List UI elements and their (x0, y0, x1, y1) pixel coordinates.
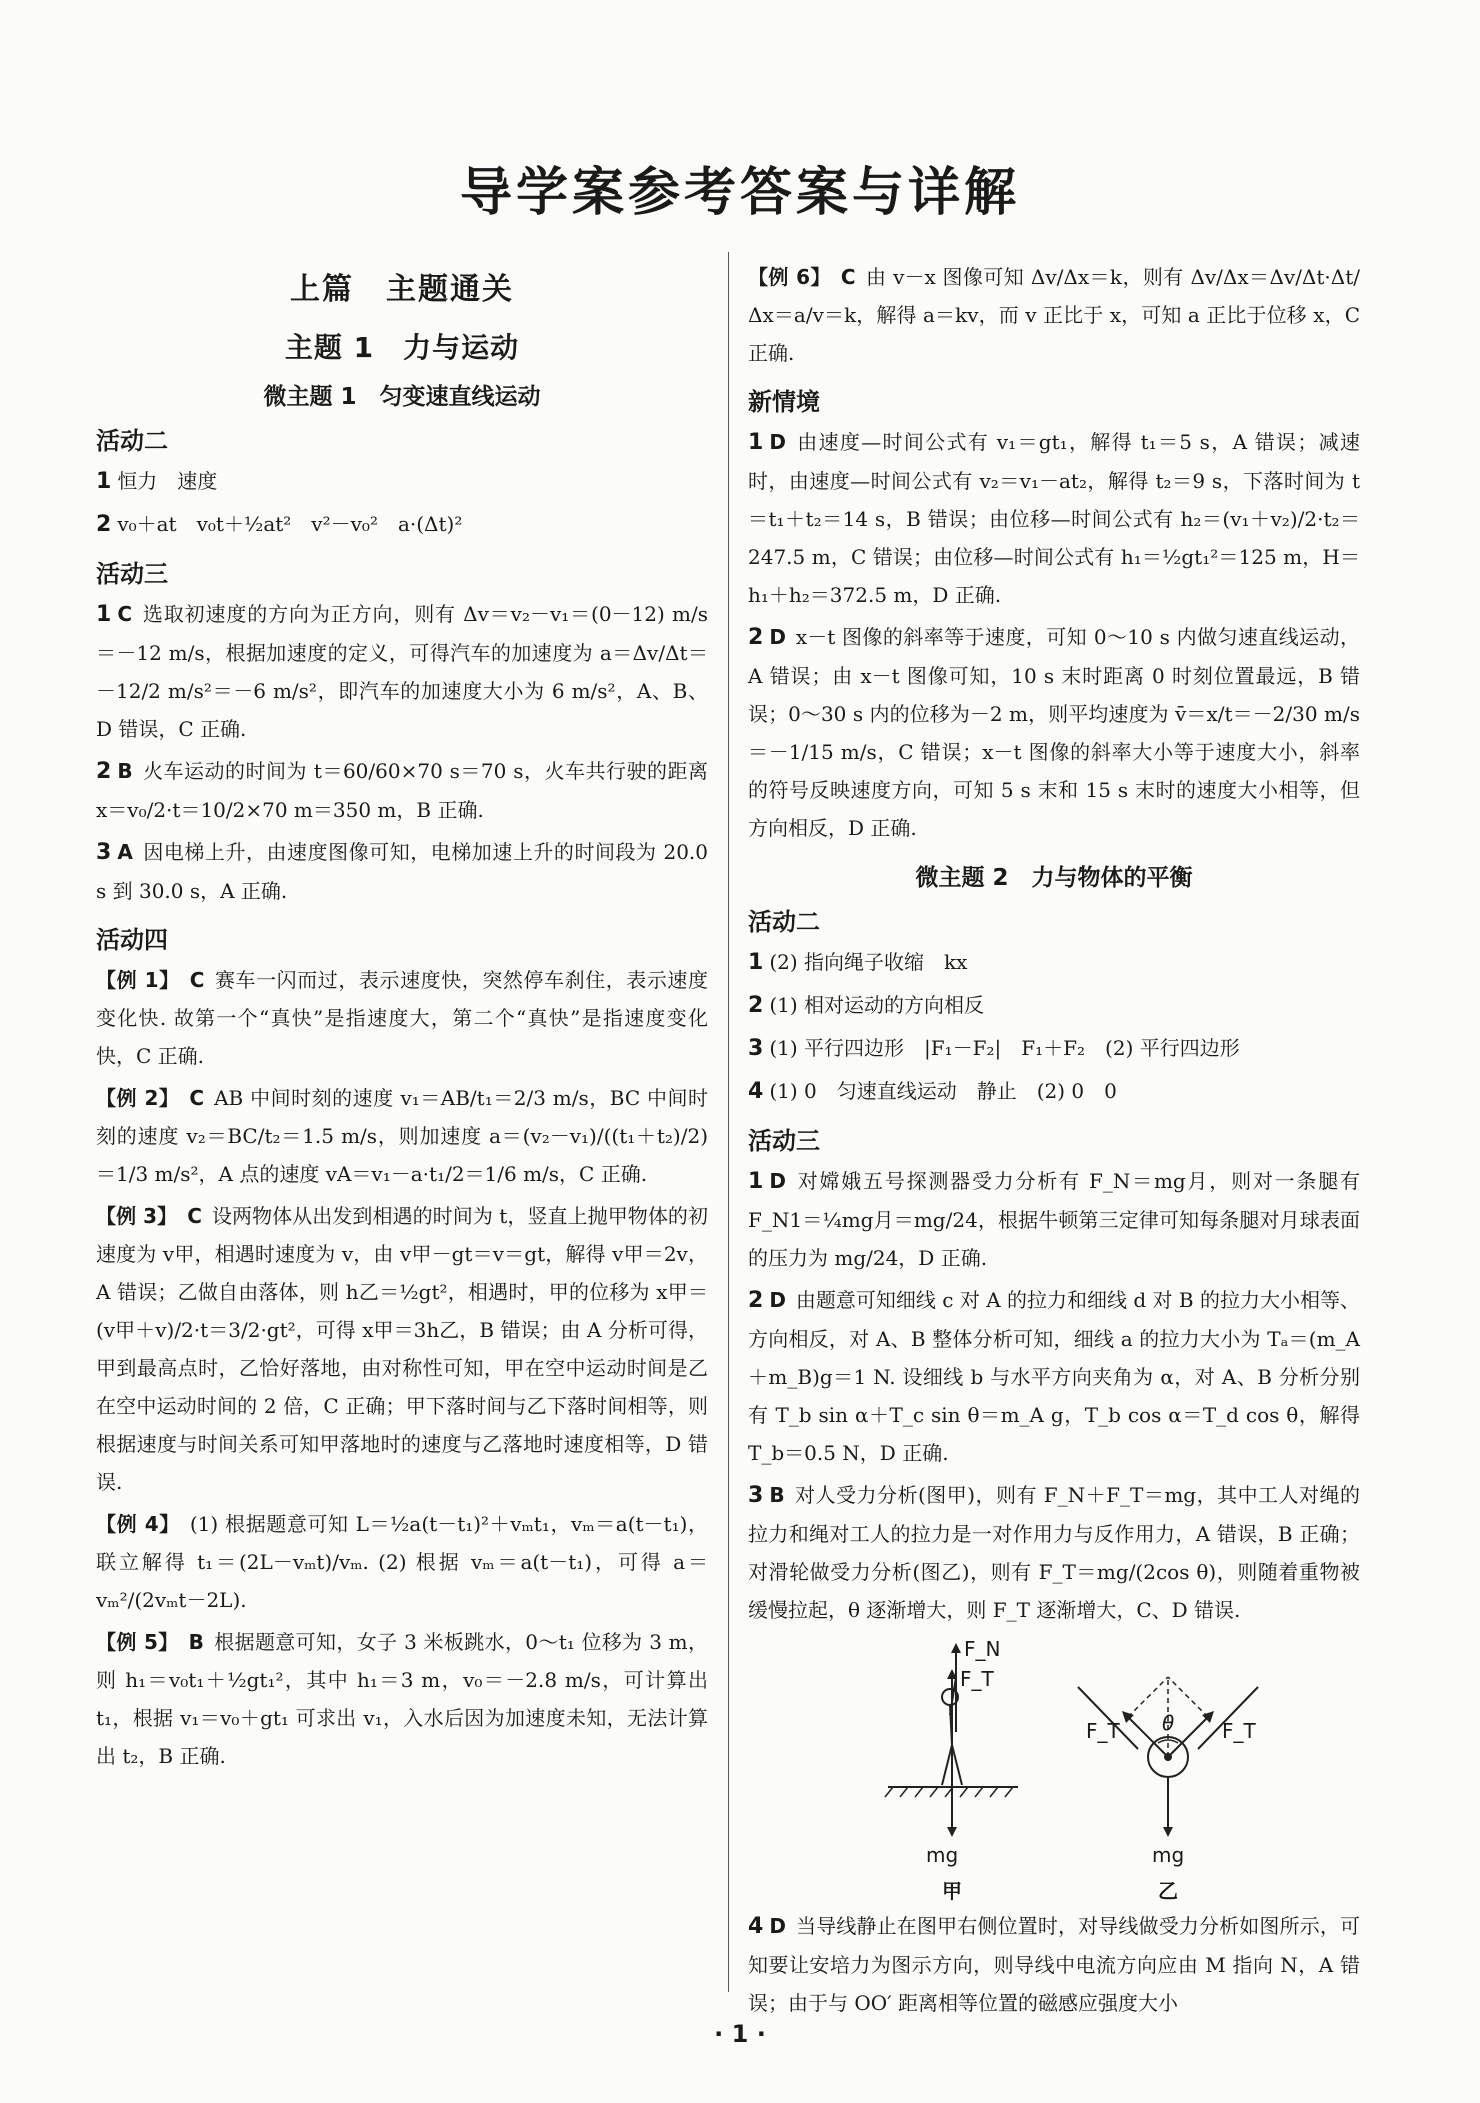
answer-item: 3 B 对人受力分析(图甲)，则有 F_N＋F_T＝mg，其中工人对绳的拉力和绳对工人的拉力是一对作用力与反作用力，A 错误，B 正确；对滑轮做受力分析(图乙)，则有 F_T＝mg/(2cos θ)，则随着重物被缓慢拉起，θ 逐渐增大，则 F_T 逐渐增大，C、D 错误. (748, 1483, 1360, 1622)
left-column (96, 258, 708, 1958)
page-number: · 1 · (714, 2020, 766, 2048)
figure-captions (748, 1875, 1360, 1907)
answer-item: 2 (1) 相对运动的方向相反 (748, 993, 984, 1018)
answer-item: 4 (1) 0 匀速直线运动 静止 (2) 0 0 (748, 1079, 1117, 1104)
activity-2-heading: 活动二 (748, 908, 820, 936)
mg-arrowhead-2 (1163, 1827, 1173, 1837)
ft-left-label: F_T (1086, 1719, 1120, 1743)
force-diagram (748, 1637, 1360, 1867)
answer-item: 2 D 由题意可知细线 c 对 A 的拉力和细线 d 对 B 的拉力大小相等、方向相反，对 A、B 整体分析可知，细线 a 的拉力大小为 Tₐ＝(m_A＋m_B)g＝1 N. 设细线 b 与水平方向夹角为 α，对 A、B 分析分别有 T_b sin α＋T_c sin θ＝m_A g，T_b cos α＝T_d cos θ，解得 T_b＝0.5 N，D 正确. (748, 1288, 1360, 1465)
answer-item: 1 恒力 速度 (96, 469, 218, 494)
activity-4-heading: 活动四 (96, 926, 168, 954)
answer-item: 1 C 选取初速度的方向为正方向，则有 Δv＝v₂－v₁＝(0－12) m/s＝－12 m/s，根据加速度的定义，可得汽车的加速度为 a＝Δv/Δt＝－12/2 m/s²＝－6 m/s²，即汽车的加速度大小为 6 m/s²，A、B、D 错误，C 正确. (96, 602, 708, 741)
figure-caption-b: 乙 (1158, 1879, 1178, 1903)
example-item: 【例 4】 (1) 根据题意可知 L＝½a(t－t₁)²＋vₘt₁，vₘ＝a(t－t₁)，联立解得 t₁＝(2L－vₘt)/vₘ. (2) 根据 vₘ＝a(t－t₁)，可得 a＝vₘ²/(2vₘt－2L). (96, 1512, 708, 1612)
activity-2-heading: 活动二 (96, 427, 168, 455)
figure-caption-a: 甲 (942, 1879, 962, 1903)
mg-label-1: mg (926, 1843, 959, 1867)
example-item: 【例 5】 B 根据题意可知，女子 3 米板跳水，0～t₁ 位移为 3 m，则 h₁＝v₀t₁＋½gt₁²，其中 h₁＝3 m，v₀＝－2.8 m/s，可计算出 t₁，根据 v₁＝v₀＋gt₁ 可求出 v₁，入水后因为加速度未知，无法计算出 t₂，B 正确. (96, 1630, 708, 1768)
answer-item: 4 D 当导线静止在图甲右侧位置时，对导线做受力分析如图所示，可知要让安培力为图示方向，则导线中电流方向应由 M 指向 N，A 错误；由于与 OO′ 距离相等位置的磁感应强度大小 (748, 1914, 1360, 2015)
fn-label: F_N (964, 1637, 1001, 1661)
answer-item: 1 (2) 指向绳子收缩 kx (748, 950, 968, 975)
column-divider (728, 252, 729, 1992)
answer-item: 3 A 因电梯上升，由速度图像可知，电梯加速上升的时间段为 20.0 s 到 30.0 s，A 正确. (96, 840, 708, 903)
example-item: 【例 1】 C 赛车一闪而过，表示速度快，突然停车刹住，表示速度变化快. 故第一个“真快”是指速度大，第二个“真快”是指速度变化快，C 正确. (96, 968, 708, 1068)
new-context-heading: 新情境 (748, 388, 820, 416)
theta-label: θ (1162, 1711, 1175, 1735)
activity-3-heading: 活动三 (748, 1127, 820, 1155)
example-item: 【例 6】 C 由 v－x 图像可知 Δv/Δx＝k，则有 Δv/Δx＝Δv/Δt·Δt/Δx＝a/v＝k，解得 a＝kv，而 v 正比于 x，可知 a 正比于位移 x，C 正确. (748, 265, 1360, 365)
answer-item: 3 (1) 平行四边形 |F₁－F₂| F₁＋F₂ (2) 平行四边形 (748, 1036, 1240, 1061)
example-item: 【例 3】 C 设两物体从出发到相遇的时间为 t，竖直上抛甲物体的初速度为 v甲，相遇时速度为 v，由 v甲－gt＝v＝gt，解得 v甲＝2v，A 错误；乙做自由落体，则 h乙＝½gt²，相遇时，甲的位移为 x甲＝(v甲＋v)/2·t＝3/2·gt²，可得 x甲＝3h乙，B 错误；由 A 分析可得，甲到最高点时，乙恰好落地，由对称性可知，甲在空中运动时间是乙在空中运动时间的 2 倍，C 正确；甲下落时间与乙下落时间相等，则根据速度与时间关系可知甲落地时的速度与乙落地时速度相等，D 错误. (96, 1204, 708, 1494)
example-item: 【例 2】 C AB 中间时刻的速度 v₁＝AB/t₁＝2/3 m/s，BC 中间时刻的速度 v₂＝BC/t₂＝1.5 m/s，则加速度 a＝(v₂－v₁)/((t₁＋t₂)/2)＝1/3 m/s²，A 点的速度 vA＝v₁－a·t₁/2＝1/6 m/s，C 正确. (96, 1086, 708, 1186)
sub-theme-title: 微主题 1 匀变速直线运动 (263, 384, 541, 410)
mg-label-2: mg (1152, 1843, 1185, 1867)
answer-item: 1 D 由速度—时间公式有 v₁＝gt₁，解得 t₁＝5 s，A 错误；减速时，由速度—时间公式有 v₂＝v₁－at₂，解得 t₂＝9 s，下落时间为 t＝t₁＋t₂＝14 s，B 错误；由位移—时间公式有 h₂＝(v₁＋v₂)/2·t₂＝247.5 m，C 错误；由位移—时间公式有 h₁＝½gt₁²＝125 m，H＝h₁＋h₂＝372.5 m，D 正确. (748, 430, 1360, 607)
answer-item: 2 D x－t 图像的斜率等于速度，可知 0～10 s 内做匀速直线运动，A 错误；由 x－t 图像可知，10 s 末时距离 0 时刻位置最远，B 错误；0～30 s 内的位移为－2 m，则平均速度为 v̄＝x/t＝－2/30 m/s＝－1/15 m/s，C 错误；x－t 图像的斜率大小等于速度大小，斜率的符号反映速度方向，可知 5 s 末和 15 s 末时的速度大小相等，但方向相反，D 正确. (748, 625, 1360, 840)
force-diagram-figure (748, 1637, 1360, 1867)
sub-theme-title: 微主题 2 力与物体的平衡 (915, 865, 1193, 891)
ft-label: F_T (960, 1667, 994, 1691)
answer-item: 2 v₀＋at v₀t＋½at² v²－v₀² a·(Δt)² (96, 512, 463, 537)
fn-arrowhead (951, 1643, 961, 1653)
part-title: 上篇 主题通关 (290, 272, 514, 307)
answer-item: 2 B 火车运动的时间为 t＝60/60×70 s＝70 s，火车共行驶的距离 x＝v₀/2·t＝10/2×70 m＝350 m，B 正确. (96, 759, 708, 822)
mg-arrowhead-1 (947, 1827, 957, 1837)
theme-title: 主题 1 力与运动 (284, 331, 520, 364)
right-column (748, 258, 1360, 2015)
answer-item: 1 D 对嫦娥五号探测器受力分析有 F_N＝mg月，则对一条腿有 F_N1＝¼mg月＝mg/24，根据牛顿第三定律可知每条腿对月球表面的压力为 mg/24，D 正确. (748, 1169, 1360, 1270)
page-title: 导学案参考答案与详解 (459, 163, 1020, 223)
activity-3-heading: 活动三 (96, 560, 168, 588)
ft-right-label: F_T (1222, 1719, 1256, 1743)
ground-hatch (885, 1787, 1013, 1797)
